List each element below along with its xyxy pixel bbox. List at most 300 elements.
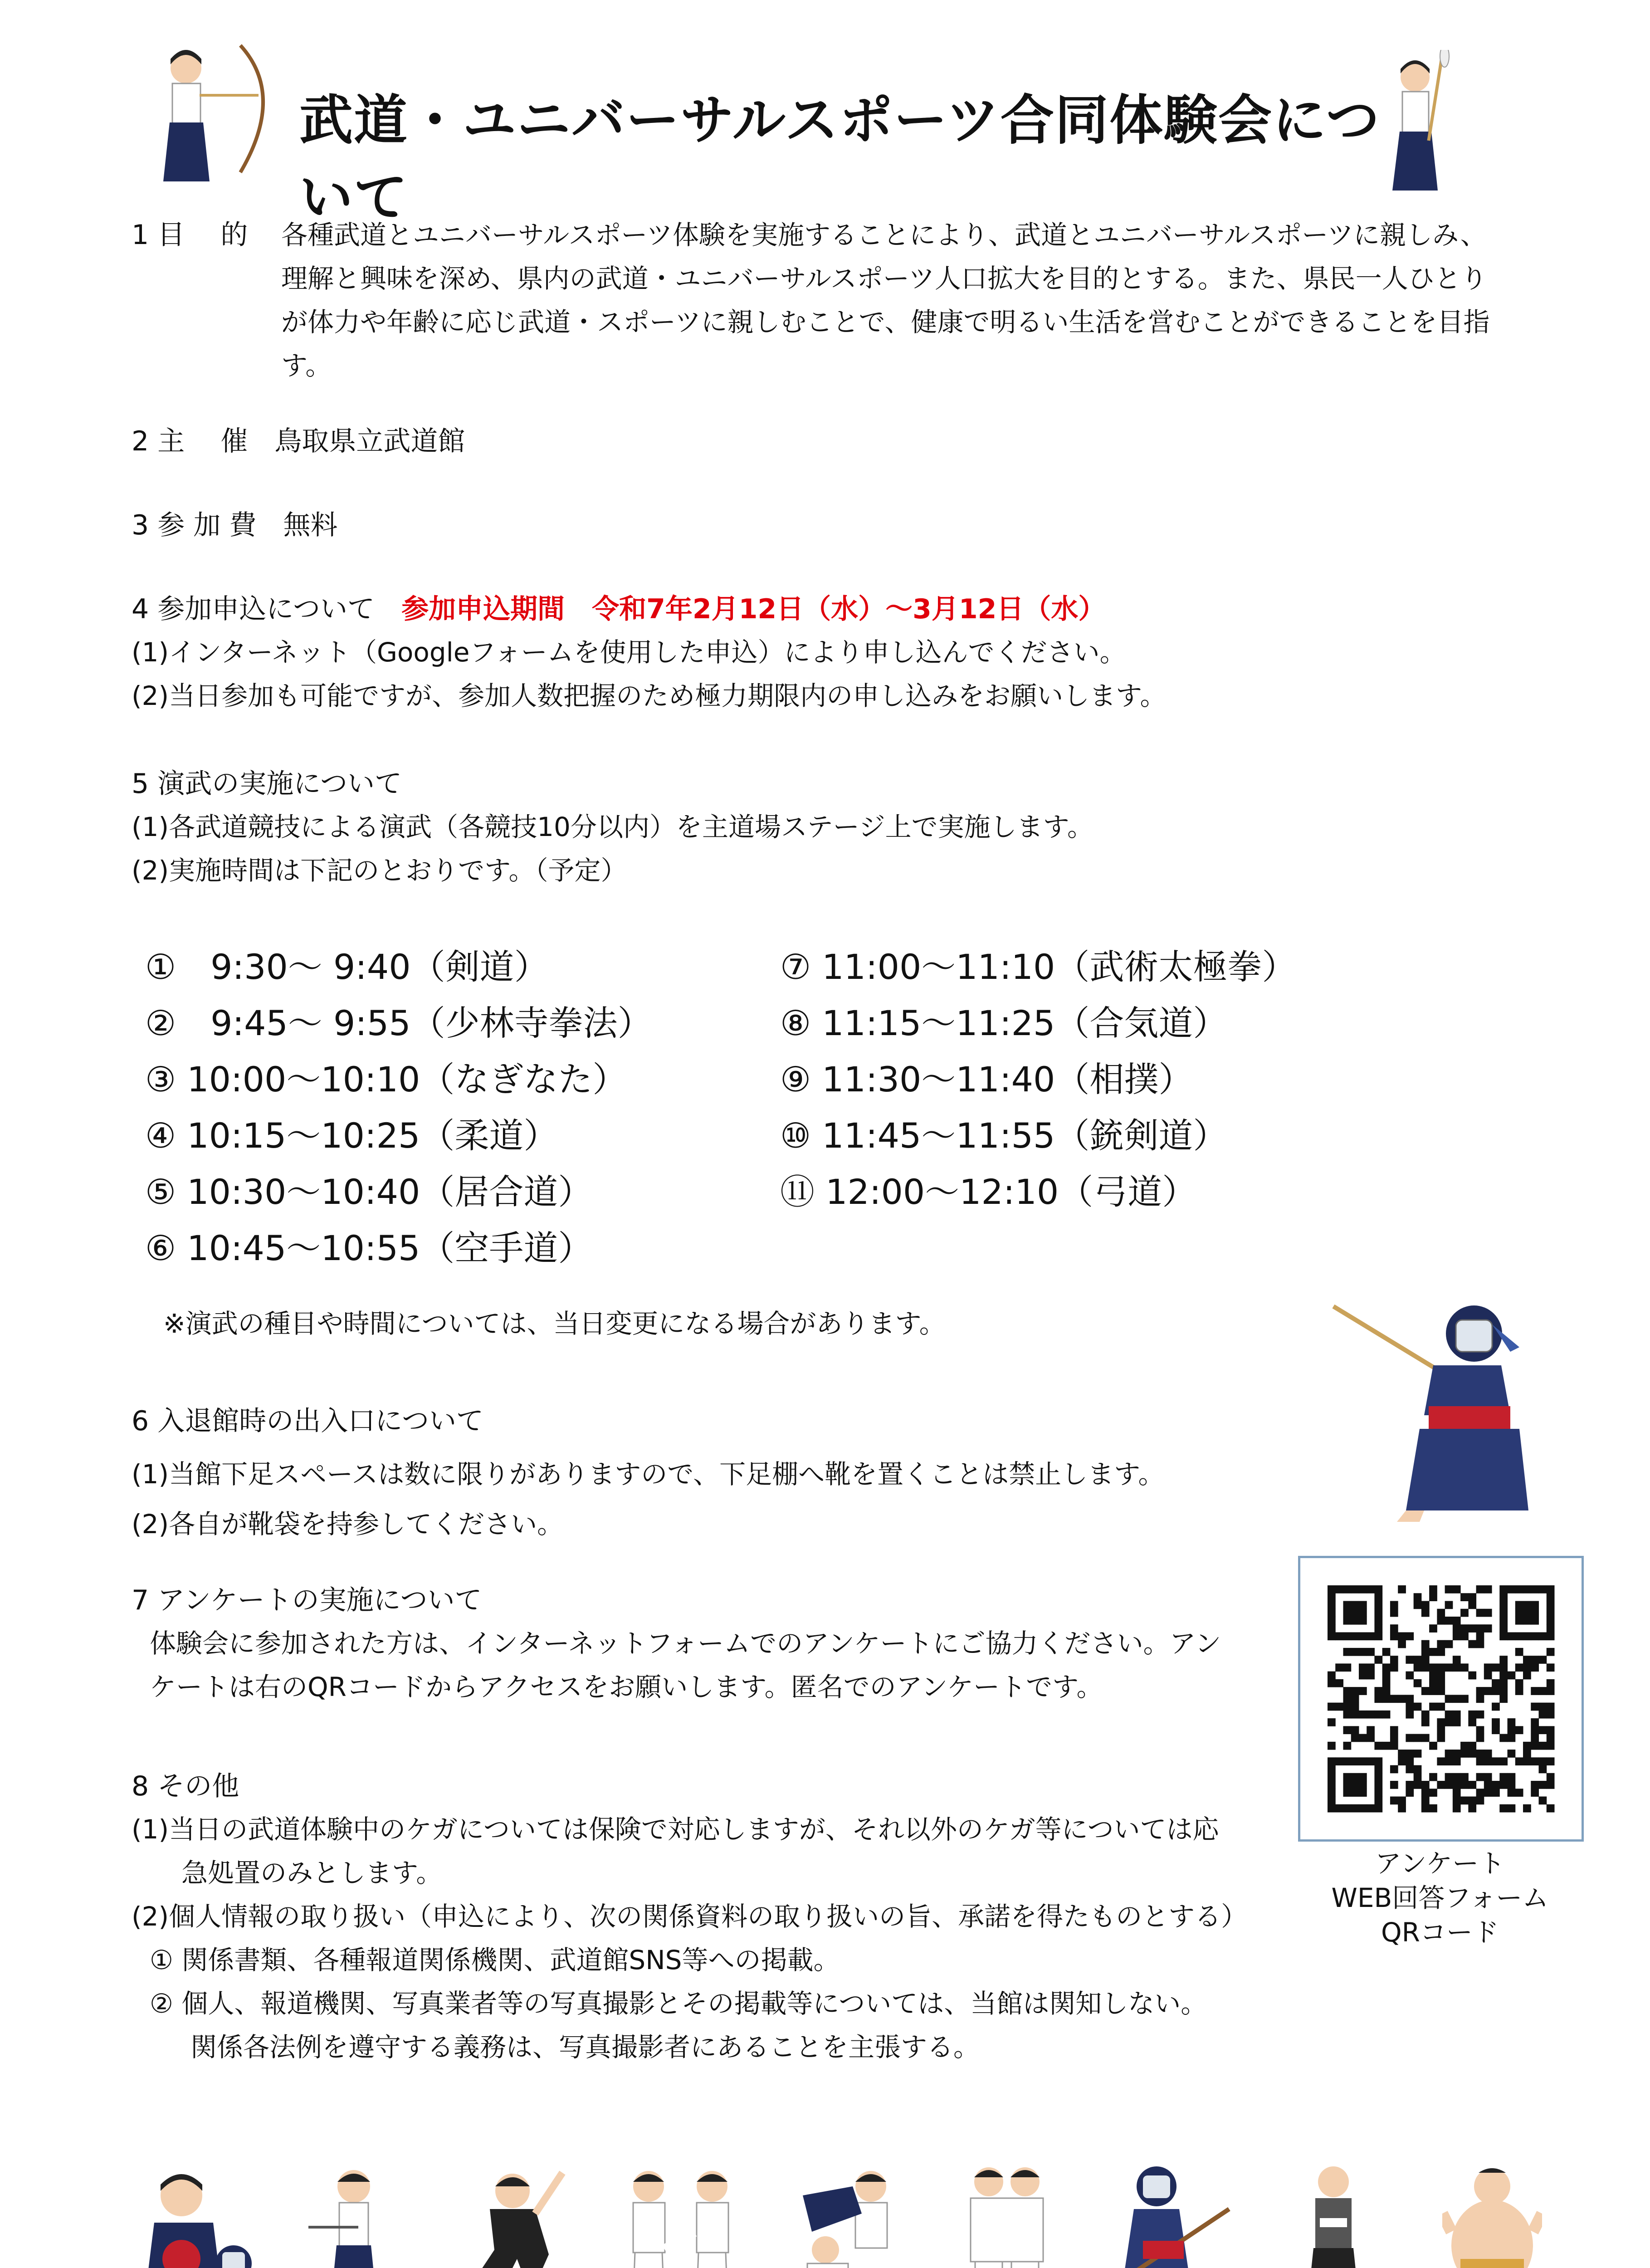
qr-module bbox=[1374, 1624, 1382, 1633]
fee-value: 無料 bbox=[283, 509, 338, 541]
schedule-item: ⑨ 11:30～11:40（相撲） bbox=[780, 1059, 1193, 1100]
qr-module bbox=[1437, 1726, 1445, 1734]
qr-module bbox=[1351, 1609, 1359, 1617]
qr-module bbox=[1460, 1663, 1469, 1672]
qr-module bbox=[1547, 1703, 1555, 1711]
qr-module bbox=[1445, 1640, 1453, 1648]
section-7-text bbox=[150, 1622, 1221, 1709]
qr-module bbox=[1484, 1773, 1492, 1781]
qr-module bbox=[1508, 1585, 1516, 1593]
qr-module bbox=[1390, 1624, 1398, 1633]
qr-module bbox=[1359, 1663, 1367, 1672]
qr-module bbox=[1382, 1663, 1391, 1672]
qr-module bbox=[1531, 1757, 1539, 1765]
qr-module bbox=[1508, 1734, 1516, 1742]
qr-module bbox=[1328, 1781, 1336, 1789]
qr-module bbox=[1328, 1757, 1336, 1765]
qr-module bbox=[1406, 1734, 1414, 1742]
schedule-item: ⑦ 11:00～11:10（武術太極拳） bbox=[780, 947, 1297, 987]
qr-module bbox=[1484, 1781, 1492, 1789]
wushu-illustration bbox=[463, 2159, 571, 2268]
qr-module bbox=[1531, 1601, 1539, 1609]
qr-module bbox=[1445, 1711, 1453, 1719]
qr-module bbox=[1414, 1656, 1422, 1664]
qr-module bbox=[1468, 1601, 1476, 1609]
qr-module bbox=[1335, 1585, 1343, 1593]
qr-module bbox=[1531, 1617, 1539, 1625]
judo-illustration bbox=[962, 2159, 1052, 2268]
section-1-line: す。 bbox=[281, 350, 332, 381]
qr-module bbox=[1414, 1734, 1422, 1742]
qr-module bbox=[1460, 1609, 1469, 1617]
qr-module bbox=[1351, 1789, 1359, 1797]
qr-module bbox=[1445, 1695, 1453, 1703]
qr-module bbox=[1531, 1687, 1539, 1695]
qr-module bbox=[1547, 1648, 1555, 1656]
qr-module bbox=[1421, 1687, 1430, 1695]
qr-module bbox=[1460, 1742, 1469, 1750]
qr-module bbox=[1351, 1585, 1359, 1593]
qr-module bbox=[1539, 1703, 1547, 1711]
qr-module bbox=[1351, 1726, 1359, 1734]
qr-module bbox=[1492, 1726, 1500, 1734]
qr-module bbox=[1523, 1632, 1531, 1640]
qr-module bbox=[1445, 1718, 1453, 1726]
organizer-value: 鳥取県立武道館 bbox=[274, 425, 465, 457]
qr-module bbox=[1515, 1679, 1523, 1687]
schedule-left-column bbox=[145, 939, 652, 1276]
qr-module bbox=[1414, 1750, 1422, 1758]
qr-module bbox=[1351, 1648, 1359, 1656]
qr-module bbox=[1531, 1781, 1539, 1789]
qr-module bbox=[1374, 1609, 1382, 1617]
qr-module bbox=[1374, 1632, 1382, 1640]
qr-module bbox=[1499, 1687, 1508, 1695]
qr-caption bbox=[1270, 1846, 1610, 1950]
qr-module bbox=[1499, 1656, 1508, 1664]
qr-module bbox=[1492, 1781, 1500, 1789]
schedule-note: ※演武の種目や時間については、当日変更になる場合があります。 bbox=[163, 1308, 946, 1339]
qr-module bbox=[1328, 1742, 1336, 1750]
qr-module bbox=[1374, 1695, 1382, 1703]
schedule-item: ① 9:30～ 9:40（剣道） bbox=[145, 947, 549, 987]
qr-module bbox=[1367, 1648, 1375, 1656]
qr-module bbox=[1437, 1687, 1445, 1695]
qr-module bbox=[1476, 1632, 1484, 1640]
section-2 bbox=[132, 420, 465, 463]
qr-module bbox=[1343, 1609, 1351, 1617]
qr-module bbox=[1328, 1585, 1336, 1593]
qr-module bbox=[1499, 1593, 1508, 1601]
qr-module bbox=[1398, 1804, 1406, 1813]
qr-module bbox=[1359, 1773, 1367, 1781]
qr-module bbox=[1429, 1804, 1437, 1813]
schedule-item: ⑩ 11:45～11:55（銃剣道） bbox=[780, 1115, 1228, 1156]
qr-module bbox=[1547, 1632, 1555, 1640]
application-period: 参加申込期間 令和7年2月12日（水）～3月12日（水） bbox=[401, 593, 1106, 625]
qr-module bbox=[1445, 1617, 1453, 1625]
qr-module bbox=[1515, 1632, 1523, 1640]
qr-module bbox=[1523, 1585, 1531, 1593]
qr-module bbox=[1351, 1757, 1359, 1765]
qr-module bbox=[1406, 1765, 1414, 1774]
qr-module bbox=[1492, 1663, 1500, 1672]
qr-module bbox=[1539, 1585, 1547, 1593]
qr-module bbox=[1421, 1648, 1430, 1656]
qr-module bbox=[1499, 1781, 1508, 1789]
qr-module bbox=[1351, 1804, 1359, 1813]
qr-module bbox=[1539, 1632, 1547, 1640]
qr-module bbox=[1547, 1624, 1555, 1633]
qr-module bbox=[1343, 1687, 1351, 1695]
qr-module bbox=[1492, 1789, 1500, 1797]
qr-module bbox=[1453, 1585, 1461, 1593]
qr-module bbox=[1547, 1781, 1555, 1789]
qr-module bbox=[1343, 1789, 1351, 1797]
section-5-line: (2)実施時間は下記のとおりです。（予定） bbox=[132, 855, 627, 886]
qr-module bbox=[1437, 1663, 1445, 1672]
section-1-line: が体力や年齢に応じ武道・スポーツに親しむことで、健康で明るい生活を営むことができることを目指 bbox=[281, 307, 1490, 337]
qr-module bbox=[1531, 1789, 1539, 1797]
section-5-text bbox=[132, 805, 1093, 892]
qr-module bbox=[1351, 1781, 1359, 1789]
qr-module bbox=[1539, 1656, 1547, 1664]
qr-module bbox=[1429, 1703, 1437, 1711]
qr-module bbox=[1476, 1687, 1484, 1695]
qr-module bbox=[1499, 1757, 1508, 1765]
qr-module bbox=[1351, 1703, 1359, 1711]
qr-module bbox=[1468, 1718, 1476, 1726]
qr-module bbox=[1390, 1734, 1398, 1742]
qr-module bbox=[1453, 1656, 1461, 1664]
qr-module bbox=[1476, 1585, 1484, 1593]
qr-module bbox=[1508, 1750, 1516, 1758]
qr-module bbox=[1547, 1773, 1555, 1781]
qr-module bbox=[1484, 1672, 1492, 1680]
qr-module bbox=[1359, 1601, 1367, 1609]
qr-module bbox=[1328, 1773, 1336, 1781]
qr-module bbox=[1523, 1617, 1531, 1625]
qr-module bbox=[1421, 1804, 1430, 1813]
qr-module bbox=[1351, 1711, 1359, 1719]
qr-module bbox=[1468, 1750, 1476, 1758]
qr-module bbox=[1367, 1585, 1375, 1593]
qr-module bbox=[1492, 1703, 1500, 1711]
qr-module bbox=[1499, 1585, 1508, 1593]
qr-module bbox=[1453, 1757, 1461, 1765]
qr-module bbox=[1421, 1718, 1430, 1726]
qr-module bbox=[1367, 1734, 1375, 1742]
qr-module bbox=[1429, 1585, 1437, 1593]
qr-module bbox=[1390, 1781, 1398, 1789]
section-8-line: ② 個人、報道機関、写真業者等の写真撮影とその掲載等については、当館は関知しない。 bbox=[150, 1988, 1207, 2019]
qr-module bbox=[1547, 1804, 1555, 1813]
qr-module bbox=[1437, 1679, 1445, 1687]
qr-caption-line: WEB回答フォーム bbox=[1331, 1882, 1549, 1913]
section-6-text bbox=[132, 1449, 1164, 1549]
qr-module bbox=[1476, 1750, 1484, 1758]
qr-module bbox=[1367, 1672, 1375, 1680]
jukendo-illustration bbox=[1116, 2159, 1234, 2268]
qr-caption-line: アンケート bbox=[1375, 1848, 1505, 1879]
qr-module bbox=[1515, 1609, 1523, 1617]
qr-module bbox=[1460, 1632, 1469, 1640]
section-8-line: 関係各法例を遵守する義務は、写真撮影者にあることを主張する。 bbox=[190, 2032, 980, 2063]
qr-module bbox=[1531, 1734, 1539, 1742]
qr-module bbox=[1453, 1632, 1461, 1640]
qr-module bbox=[1328, 1617, 1336, 1625]
qr-module bbox=[1359, 1617, 1367, 1625]
qr-module bbox=[1547, 1687, 1555, 1695]
qr-module bbox=[1343, 1695, 1351, 1703]
page-title: 武道・ユニバーサルスポーツ合同体験会について bbox=[299, 89, 1381, 229]
section-6-line: (2)各自が靴袋を持参してください。 bbox=[132, 1509, 564, 1540]
section-1-text bbox=[281, 213, 1490, 387]
qr-module bbox=[1523, 1663, 1531, 1672]
qr-module bbox=[1406, 1672, 1414, 1680]
qr-module bbox=[1421, 1797, 1430, 1805]
sumo-illustration bbox=[1442, 2159, 1542, 2268]
qr-module bbox=[1508, 1789, 1516, 1797]
qr-module bbox=[1406, 1711, 1414, 1719]
qr-module bbox=[1398, 1585, 1406, 1593]
qr-module bbox=[1453, 1695, 1461, 1703]
qr-module bbox=[1359, 1672, 1367, 1680]
qr-module bbox=[1547, 1742, 1555, 1750]
qr-module bbox=[1351, 1601, 1359, 1609]
section-4 bbox=[132, 587, 1105, 631]
qr-module bbox=[1508, 1632, 1516, 1640]
section-6-line: (1)当館下足スペースは数に限りがありますので、下足棚へ靴を置くことは禁止します。 bbox=[132, 1459, 1165, 1490]
qr-module bbox=[1421, 1734, 1430, 1742]
qr-module bbox=[1429, 1687, 1437, 1695]
qr-module bbox=[1414, 1703, 1422, 1711]
qr-module bbox=[1547, 1734, 1555, 1742]
schedule-item: ⑤ 10:30～10:40（居合道） bbox=[145, 1172, 593, 1212]
qr-module bbox=[1414, 1679, 1422, 1687]
qr-module bbox=[1343, 1757, 1351, 1765]
qr-module bbox=[1547, 1711, 1555, 1719]
qr-module bbox=[1468, 1742, 1476, 1750]
qr-module bbox=[1445, 1585, 1453, 1593]
qr-module bbox=[1499, 1632, 1508, 1640]
qr-module bbox=[1453, 1750, 1461, 1758]
qr-module bbox=[1374, 1601, 1382, 1609]
qr-module bbox=[1515, 1757, 1523, 1765]
qr-module bbox=[1437, 1617, 1445, 1625]
qr-module bbox=[1445, 1757, 1453, 1765]
survey-qr-code[interactable] bbox=[1298, 1556, 1584, 1842]
qr-module bbox=[1367, 1663, 1375, 1672]
section-3 bbox=[132, 503, 337, 547]
qr-module bbox=[1351, 1734, 1359, 1742]
qr-module bbox=[1359, 1757, 1367, 1765]
qr-module bbox=[1374, 1797, 1382, 1805]
qr-module bbox=[1484, 1750, 1492, 1758]
qr-module bbox=[1429, 1789, 1437, 1797]
qr-module bbox=[1429, 1773, 1437, 1781]
qr-module bbox=[1523, 1609, 1531, 1617]
qr-module bbox=[1492, 1757, 1500, 1765]
qr-module bbox=[1460, 1695, 1469, 1703]
qr-module bbox=[1390, 1663, 1398, 1672]
qr-module bbox=[1515, 1663, 1523, 1672]
qr-module bbox=[1531, 1718, 1539, 1726]
qr-module bbox=[1515, 1585, 1523, 1593]
section-5-line: (1)各武道競技による演武（各競技10分以内）を主道場ステージ上で実施します。 bbox=[132, 811, 1094, 842]
qr-module bbox=[1328, 1797, 1336, 1805]
qr-module bbox=[1351, 1632, 1359, 1640]
kendo-seated-illustration bbox=[145, 2159, 254, 2268]
qr-module bbox=[1398, 1757, 1406, 1765]
qr-module bbox=[1484, 1609, 1492, 1617]
qr-module bbox=[1508, 1804, 1516, 1813]
qr-module bbox=[1539, 1757, 1547, 1765]
qr-module bbox=[1406, 1656, 1414, 1664]
qr-module bbox=[1328, 1624, 1336, 1633]
qr-module bbox=[1390, 1609, 1398, 1617]
qr-module bbox=[1523, 1672, 1531, 1680]
qr-module bbox=[1414, 1781, 1422, 1789]
qr-code-icon bbox=[1300, 1558, 1582, 1839]
qr-module bbox=[1343, 1632, 1351, 1640]
schedule-item: ③ 10:00～10:10（なぎなた） bbox=[145, 1059, 627, 1100]
qr-module bbox=[1508, 1726, 1516, 1734]
qr-module bbox=[1374, 1687, 1382, 1695]
qr-module bbox=[1445, 1773, 1453, 1781]
qr-module bbox=[1367, 1711, 1375, 1719]
qr-module bbox=[1335, 1679, 1343, 1687]
qr-module bbox=[1421, 1711, 1430, 1719]
qr-module bbox=[1547, 1679, 1555, 1687]
section-2-label: 2 主 催 bbox=[132, 425, 248, 457]
schedule-right-column bbox=[780, 939, 1296, 1220]
qr-module bbox=[1335, 1703, 1343, 1711]
qr-module bbox=[1484, 1624, 1492, 1633]
qr-module bbox=[1499, 1601, 1508, 1609]
qr-module bbox=[1328, 1601, 1336, 1609]
qr-module bbox=[1374, 1804, 1382, 1813]
qr-module bbox=[1523, 1656, 1531, 1664]
qr-module bbox=[1539, 1687, 1547, 1695]
qr-module bbox=[1367, 1632, 1375, 1640]
qr-module bbox=[1437, 1672, 1445, 1680]
qr-module bbox=[1374, 1773, 1382, 1781]
qr-module bbox=[1382, 1695, 1391, 1703]
qr-module bbox=[1437, 1640, 1445, 1648]
qr-module bbox=[1460, 1773, 1469, 1781]
schedule-item: ⑪ 12:00～12:10（弓道） bbox=[780, 1172, 1197, 1212]
qr-module bbox=[1468, 1640, 1476, 1648]
qr-module bbox=[1328, 1593, 1336, 1601]
qr-module bbox=[1453, 1663, 1461, 1672]
qr-module bbox=[1515, 1726, 1523, 1734]
section-1-label: 1 目 的 bbox=[132, 219, 248, 251]
qr-module bbox=[1531, 1609, 1539, 1617]
qr-module bbox=[1453, 1711, 1461, 1719]
qr-module bbox=[1414, 1601, 1422, 1609]
qr-module bbox=[1335, 1663, 1343, 1672]
qr-module bbox=[1476, 1624, 1484, 1633]
qr-caption-line: QRコード bbox=[1381, 1917, 1499, 1948]
qr-module bbox=[1484, 1757, 1492, 1765]
qr-module bbox=[1351, 1687, 1359, 1695]
qr-module bbox=[1390, 1726, 1398, 1734]
qr-module bbox=[1374, 1593, 1382, 1601]
qr-module bbox=[1359, 1789, 1367, 1797]
qr-module bbox=[1328, 1672, 1336, 1680]
qr-module bbox=[1374, 1656, 1382, 1664]
qr-module bbox=[1374, 1742, 1382, 1750]
qr-module bbox=[1531, 1703, 1539, 1711]
qr-module bbox=[1515, 1687, 1523, 1695]
qr-module bbox=[1531, 1726, 1539, 1734]
qr-module bbox=[1398, 1695, 1406, 1703]
qr-module bbox=[1343, 1663, 1351, 1672]
qr-module bbox=[1343, 1773, 1351, 1781]
qr-module bbox=[1343, 1601, 1351, 1609]
qr-module bbox=[1547, 1601, 1555, 1609]
qr-module bbox=[1359, 1632, 1367, 1640]
qr-module bbox=[1390, 1765, 1398, 1774]
qr-module bbox=[1328, 1765, 1336, 1774]
qr-module bbox=[1328, 1609, 1336, 1617]
qr-module bbox=[1523, 1750, 1531, 1758]
naginata-girl-illustration bbox=[1374, 50, 1465, 195]
footer-illustrations bbox=[145, 2159, 1551, 2268]
qr-module bbox=[1374, 1765, 1382, 1774]
qr-module bbox=[1523, 1757, 1531, 1765]
qr-module bbox=[1374, 1711, 1382, 1719]
qr-module bbox=[1359, 1648, 1367, 1656]
qr-module bbox=[1390, 1632, 1398, 1640]
qr-module bbox=[1406, 1703, 1414, 1711]
qr-module bbox=[1460, 1750, 1469, 1758]
qr-module bbox=[1539, 1781, 1547, 1789]
qr-module bbox=[1437, 1609, 1445, 1617]
qr-module bbox=[1343, 1781, 1351, 1789]
qr-module bbox=[1499, 1663, 1508, 1672]
qr-module bbox=[1492, 1718, 1500, 1726]
qr-module bbox=[1539, 1765, 1547, 1774]
qr-module bbox=[1335, 1632, 1343, 1640]
section-8-line: 急処置のみとします。 bbox=[181, 1857, 443, 1888]
qr-module bbox=[1499, 1695, 1508, 1703]
qr-module bbox=[1547, 1757, 1555, 1765]
iaido-illustration bbox=[308, 2159, 399, 2268]
shorinji-illustration bbox=[1288, 2159, 1379, 2268]
qr-module bbox=[1523, 1601, 1531, 1609]
qr-module bbox=[1468, 1711, 1476, 1719]
qr-module bbox=[1460, 1593, 1469, 1601]
qr-module bbox=[1335, 1757, 1343, 1765]
qr-module bbox=[1359, 1711, 1367, 1719]
qr-module bbox=[1460, 1781, 1469, 1789]
qr-module bbox=[1539, 1742, 1547, 1750]
schedule-item: ② 9:45～ 9:55（少林寺拳法） bbox=[145, 1003, 652, 1043]
qr-module bbox=[1437, 1703, 1445, 1711]
qr-module bbox=[1359, 1734, 1367, 1742]
qr-module bbox=[1382, 1672, 1391, 1680]
qr-module bbox=[1468, 1804, 1476, 1813]
qr-module bbox=[1476, 1789, 1484, 1797]
qr-module bbox=[1421, 1789, 1430, 1797]
qr-module bbox=[1367, 1726, 1375, 1734]
qr-module bbox=[1382, 1711, 1391, 1719]
section-6-label: 6 入退館時の出入口について bbox=[132, 1405, 484, 1437]
qr-module bbox=[1414, 1593, 1422, 1601]
qr-module bbox=[1468, 1593, 1476, 1601]
